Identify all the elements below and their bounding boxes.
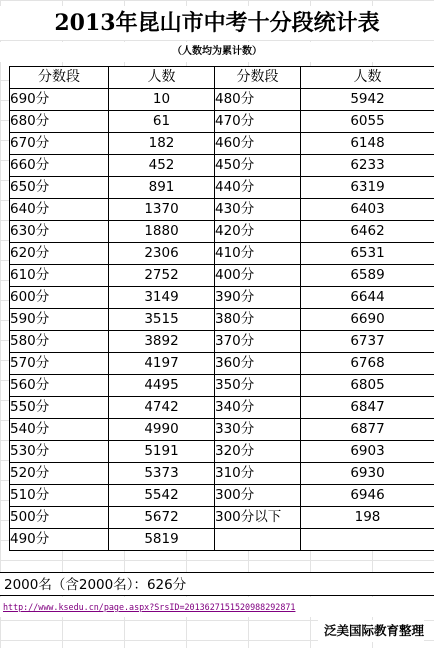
count-cell: 6644: [301, 287, 434, 309]
score-cell: 670分: [10, 133, 109, 155]
score-cell: 610分: [10, 265, 109, 287]
count-cell: 5672: [109, 507, 215, 529]
count-cell: 6403: [301, 199, 434, 221]
table-row: [10, 353, 434, 375]
table-row: [10, 199, 434, 221]
count-cell: 4495: [109, 375, 215, 397]
count-cell: 6531: [301, 243, 434, 265]
score-cell: 570分: [10, 353, 109, 375]
score-cell: 340分: [215, 397, 301, 419]
count-cell: 5942: [301, 89, 434, 111]
count-cell: 6930: [301, 463, 434, 485]
table-row: [10, 331, 434, 353]
score-cell: 360分: [215, 353, 301, 375]
count-cell: 3149: [109, 287, 215, 309]
count-cell: 1370: [109, 199, 215, 221]
count-cell: 891: [109, 177, 215, 199]
count-cell: 1880: [109, 221, 215, 243]
count-cell: 4742: [109, 397, 215, 419]
score-cell: 660分: [10, 155, 109, 177]
table-row: [10, 309, 434, 331]
score-cell: 330分: [215, 419, 301, 441]
count-cell: 4197: [109, 353, 215, 375]
count-cell: 6589: [301, 265, 434, 287]
table-row: [10, 463, 434, 485]
count-cell: 6055: [301, 111, 434, 133]
table-row: [10, 507, 434, 529]
count-cell: 3515: [109, 309, 215, 331]
count-cell: 5819: [109, 529, 215, 551]
score-cell: 480分: [215, 89, 301, 111]
page-subtitle: （人数均为累计数）: [0, 42, 434, 62]
table-row: [10, 529, 434, 551]
count-cell: 6690: [301, 309, 434, 331]
count-cell: 6148: [301, 133, 434, 155]
score-cell: 580分: [10, 331, 109, 353]
table-row: [10, 375, 434, 397]
count-cell: 182: [109, 133, 215, 155]
score-cell: 550分: [10, 397, 109, 419]
score-cell: 560分: [10, 375, 109, 397]
source-link[interactable]: http://www.ksedu.cn/page.aspx?SrsID=2013627151520988292871: [0, 597, 434, 617]
count-cell: 5373: [109, 463, 215, 485]
count-cell: 6737: [301, 331, 434, 353]
count-cell: 6233: [301, 155, 434, 177]
table-row: [10, 485, 434, 507]
score-cell: 370分: [215, 331, 301, 353]
score-cell: 510分: [10, 485, 109, 507]
score-cell: 430分: [215, 199, 301, 221]
count-cell: 6768: [301, 353, 434, 375]
score-cell: 390分: [215, 287, 301, 309]
table-row: [10, 287, 434, 309]
count-header-left: 人数: [109, 67, 215, 89]
table-row: [10, 177, 434, 199]
count-cell: 4990: [109, 419, 215, 441]
score-cell: 300分: [215, 485, 301, 507]
score-cell: 600分: [10, 287, 109, 309]
table-row: [10, 419, 434, 441]
score-cell: 400分: [215, 265, 301, 287]
score-cell: 680分: [10, 111, 109, 133]
score-cell: 350分: [215, 375, 301, 397]
score-cell: 450分: [215, 155, 301, 177]
score-cell: 530分: [10, 441, 109, 463]
score-cell: 640分: [10, 199, 109, 221]
table-row: [10, 243, 434, 265]
score-cell: 520分: [10, 463, 109, 485]
score-cell: 460分: [215, 133, 301, 155]
score-cell: 540分: [10, 419, 109, 441]
score-cell: 630分: [10, 221, 109, 243]
count-cell: 6805: [301, 375, 434, 397]
score-cell: 300分以下: [215, 507, 301, 529]
score-cell: 470分: [215, 111, 301, 133]
score-cell: 420分: [215, 221, 301, 243]
score-cell: 310分: [215, 463, 301, 485]
count-cell: 6946: [301, 485, 434, 507]
score-cell: 500分: [10, 507, 109, 529]
score-cell: 410分: [215, 243, 301, 265]
score-cell: 320分: [215, 441, 301, 463]
score-cell: 380分: [215, 309, 301, 331]
table-row: [10, 89, 434, 111]
summary-text: 2000名（含2000名）：626分: [0, 572, 434, 596]
score-table: [9, 66, 434, 551]
score-cell: 440分: [215, 177, 301, 199]
table-row: [10, 221, 434, 243]
table-row: [10, 133, 434, 155]
table-row: [10, 441, 434, 463]
count-cell: 10: [109, 89, 215, 111]
count-cell: 5191: [109, 441, 215, 463]
count-cell: 6319: [301, 177, 434, 199]
score-cell: 620分: [10, 243, 109, 265]
table-row: [10, 397, 434, 419]
count-cell: 2306: [109, 243, 215, 265]
score-header-right: 分数段: [215, 67, 301, 89]
count-cell: 6462: [301, 221, 434, 243]
score-cell: [215, 529, 301, 551]
count-cell: 5542: [109, 485, 215, 507]
count-cell: 6877: [301, 419, 434, 441]
count-cell: 6903: [301, 441, 434, 463]
table-row: [10, 155, 434, 177]
credit-text: 泛美国际教育整理: [318, 620, 424, 642]
score-cell: 690分: [10, 89, 109, 111]
count-cell: 2752: [109, 265, 215, 287]
count-cell: 3892: [109, 331, 215, 353]
count-cell: [301, 529, 434, 551]
count-cell: 6847: [301, 397, 434, 419]
table-row: [10, 265, 434, 287]
page-title: 2013年昆山市中考十分段统计表: [0, 6, 434, 40]
count-header-right: 人数: [301, 67, 434, 89]
score-cell: 650分: [10, 177, 109, 199]
table-header-row: [10, 67, 434, 89]
count-cell: 198: [301, 507, 434, 529]
table-row: [10, 111, 434, 133]
score-cell: 490分: [10, 529, 109, 551]
count-cell: 61: [109, 111, 215, 133]
score-cell: 590分: [10, 309, 109, 331]
count-cell: 452: [109, 155, 215, 177]
score-header-left: 分数段: [10, 67, 109, 89]
